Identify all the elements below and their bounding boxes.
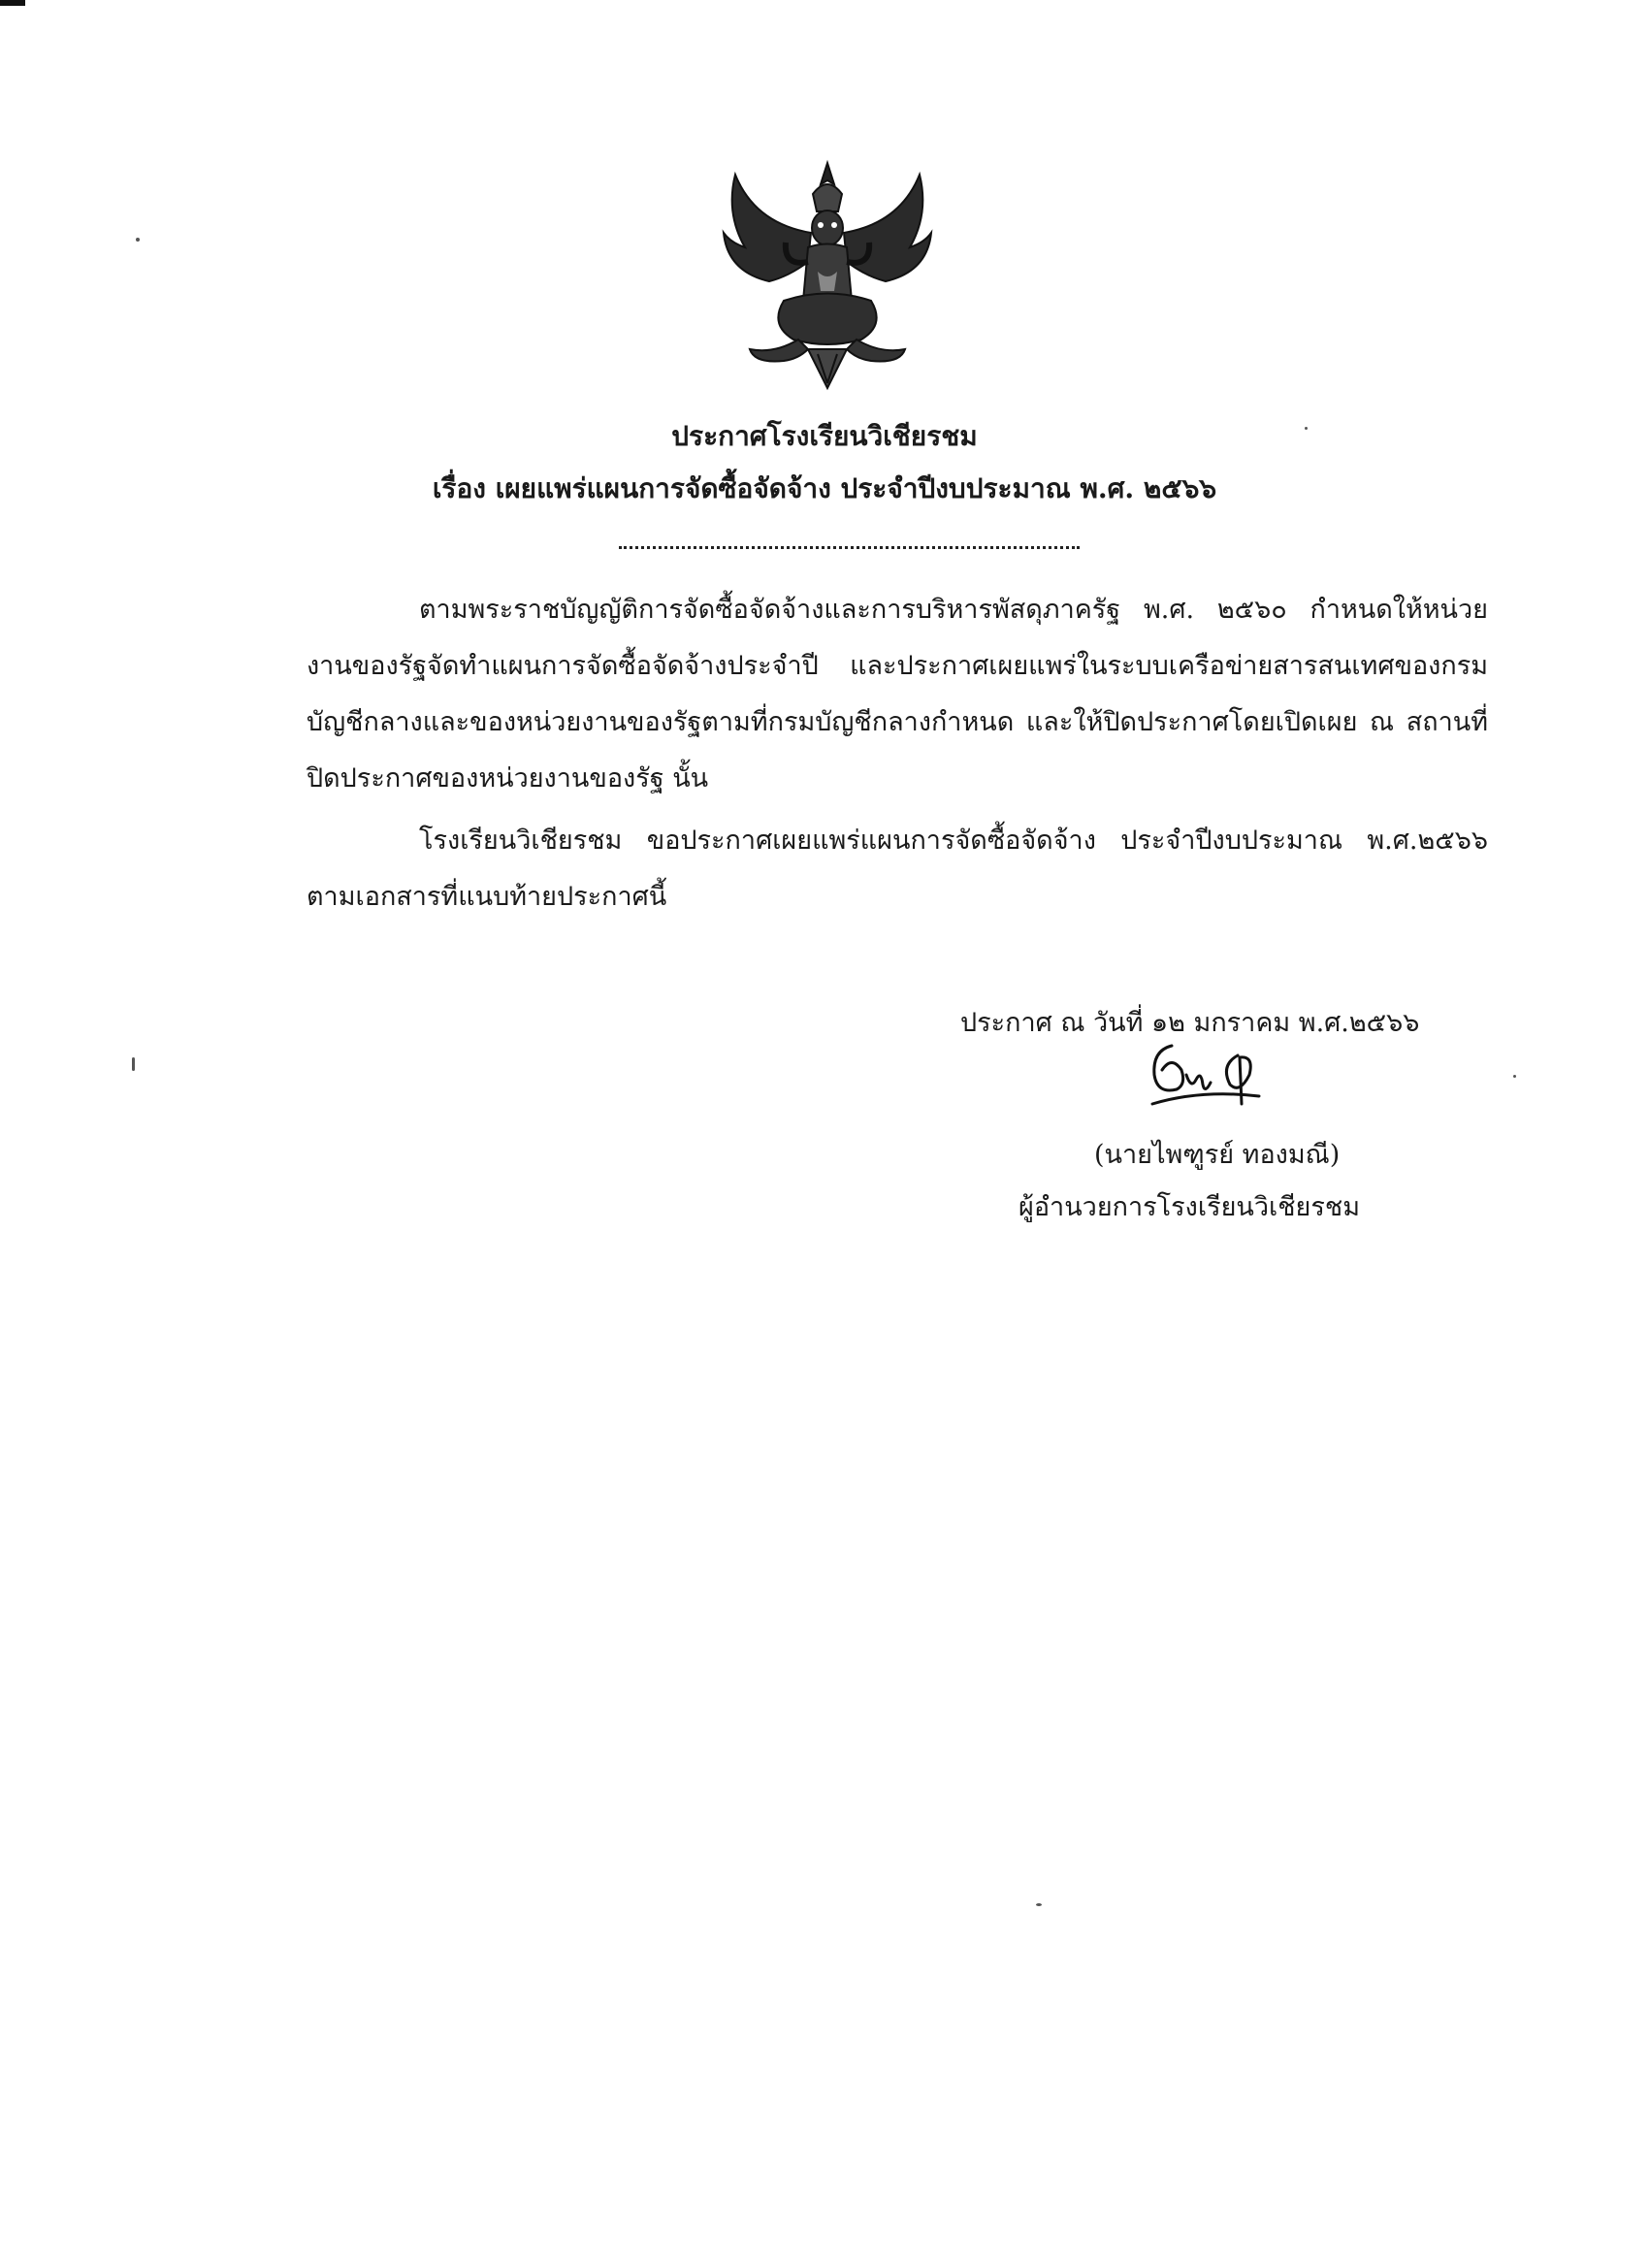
- body-paragraph-2: โรงเรียนวิเชียรชม ขอประกาศเผยแพร่แผนการจัดซื้อจัดจ้าง ประจำปีงบประมาณ พ.ศ.๒๕๖๖ ตามเอกสารที่แนบท้ายประกาศนี้: [307, 826, 1488, 912]
- scan-speck: [136, 238, 140, 242]
- scan-speck: [1305, 427, 1308, 430]
- dotted-divider: [619, 529, 1080, 549]
- announcement-subject: เรื่อง เผยแพร่แผนการจัดซื้อจัดจ้าง ประจำปีงบประมาณ พ.ศ. ๒๕๖๖: [432, 472, 1217, 504]
- announcement-date: ประกาศ ณ วันที่ ๑๒ มกราคม พ.ศ.๒๕๖๖: [960, 1008, 1420, 1038]
- signer-name: (นายไพฑูรย์ ทองมณี): [1094, 1140, 1341, 1170]
- scan-speck: [1513, 1075, 1516, 1078]
- scan-corner-mark: [0, 0, 25, 6]
- garuda-emblem-icon: [716, 155, 939, 393]
- scan-speck: [132, 1057, 135, 1071]
- body-paragraph-1: ตามพระราชบัญญัติการจัดซื้อจัดจ้างและการบริหารพัสดุภาครัฐ พ.ศ. ๒๕๖๐ กำหนดให้หน่วยงานของรัฐจัดทำแผนการจัดซื้อจัดจ้างประจำปี และประกาศเผยแพร่ในระบบเครือข่ายสารสนเทศของกรมบัญชีกลางและของหน่วยงานของรัฐตามที่กรมบัญชีกลางกำหนด และให้ปิดประกาศโดยเปิดเผย ณ สถานที่ปิดประกาศของหน่วยงานของรัฐ นั้น: [307, 595, 1488, 794]
- scan-speck: [1036, 1903, 1042, 1906]
- handwritten-signature: [1143, 1036, 1298, 1125]
- signer-title: ผู้อำนวยการโรงเรียนวิเชียรชม: [1018, 1192, 1361, 1222]
- announcement-title: ประกาศโรงเรียนวิเชียรชม: [671, 420, 978, 452]
